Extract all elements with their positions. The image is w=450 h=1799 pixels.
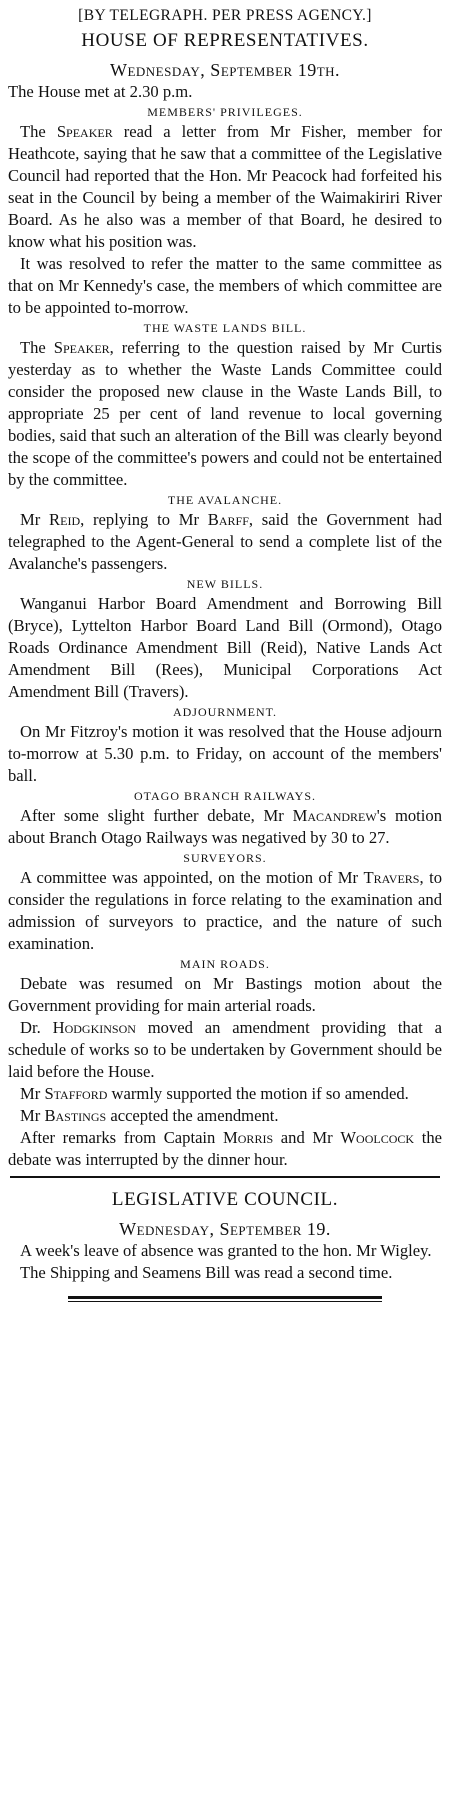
avalanche-paragraph: Mr Reid, replying to Mr Barff, said the Government had telegraphed to the Agent-General to send a complete list of the Avalanche's passengers. — [8, 510, 442, 573]
member-name: Bastings — [44, 1106, 107, 1125]
main-roads-paragraph-5: After remarks from Captain Morris and Mr Woolcock the debate was interrupted by the dinner hour. — [8, 1128, 443, 1169]
council-paragraph-1: A week's leave of absence was granted to the hon. Mr Wigley. — [20, 1241, 432, 1260]
new-bills-paragraph: Wanganui Harbor Board Amendment and Borrowing Bill (Bryce), Lyttelton Harbor Board Land Bill (Ormond), Otago Roads Ordinance Amendment Bill (Reid), Native Lands Act Amendment Bill (Rees), Municipal Corporations Act Amendment Bill (Travers). — [8, 594, 442, 701]
otago-railways-paragraph: After some slight further debate, Mr Macandrew's motion about Branch Otago Railways was negatived by 30 to 27. — [8, 806, 442, 847]
adjournment-heading: ADJOURNMENT. — [172, 705, 278, 719]
member-name: Morris — [223, 1128, 274, 1147]
member-name: Hodgkinson — [52, 1018, 136, 1037]
section-divider — [10, 1176, 440, 1178]
member-name: Reid — [49, 510, 81, 529]
main-roads-paragraph-3: Mr Stafford warmly supported the motion if so amended. — [20, 1084, 409, 1103]
speaker-name: Speaker — [56, 122, 113, 141]
main-roads-paragraph-2: Dr. Hodgkinson moved an amendment providing that a schedule of works so to be undertaken by Government should be laid before the House. — [8, 1018, 443, 1081]
end-rule — [68, 1296, 382, 1299]
new-bills-heading: NEW BILLS. — [186, 577, 264, 591]
waste-lands-heading: THE WASTE LANDS BILL. — [143, 321, 307, 335]
privileges-paragraph-2: It was resolved to refer the matter to the same committee as that on Mr Kennedy's case, the members of which committee are to be appointed to-morrow. — [8, 254, 442, 317]
session-date: Wednesday, September 19th. — [109, 60, 341, 80]
main-roads-paragraph-1: Debate was resumed on Mr Bastings motion about the Government providing for main arterial roads. — [8, 974, 442, 1015]
main-roads-paragraph-4: Mr Bastings accepted the amendment. — [20, 1106, 279, 1125]
privileges-paragraph-1: The Speaker read a letter from Mr Fisher, member for Heathcote, saying that he saw that a committee of the Legislative Council had reported that the Hon. Mr Peacock had forfeited his seat in the Council by being a member of the Waimakiriri River Board. As he also was a member of that Board, he desired to know what his position was. — [8, 122, 442, 251]
council-date: Wednesday, September 19. — [119, 1219, 331, 1239]
council-paragraph-2: The Shipping and Seamens Bill was read a second time. — [20, 1263, 393, 1282]
member-name: Barff — [207, 510, 249, 529]
privileges-heading: MEMBERS' PRIVILEGES. — [147, 105, 303, 119]
member-name: Stafford — [44, 1084, 108, 1103]
surveyors-heading: SURVEYORS. — [183, 851, 267, 865]
member-name: Travers — [363, 868, 420, 887]
otago-railways-heading: OTAGO BRANCH RAILWAYS. — [133, 789, 317, 803]
speaker-name: Speaker — [53, 338, 110, 357]
avalanche-heading: THE AVALANCHE. — [167, 493, 283, 507]
opening-line: The House met at 2.30 p.m. — [8, 82, 193, 101]
member-name: Macandrew — [292, 806, 377, 825]
council-title: LEGISLATIVE COUNCIL. — [111, 1189, 339, 1210]
end-rule-thin — [68, 1301, 382, 1302]
main-roads-heading: MAIN ROADS. — [180, 957, 270, 971]
dateline: [BY TELEGRAPH. PER PRESS AGENCY.] — [78, 7, 372, 24]
waste-lands-paragraph: The Speaker, referring to the question raised by Mr Curtis yesterday as to whether the Waste Lands Committee could consider the proposed new clause in the Waste Lands Bill, to appropriate 25 per cent of land revenue to local governing bodies, said that such an alteration of the Bill was clearly beyond the scope of the committee's powers and could not be entertained by the committee. — [8, 338, 442, 489]
member-name: Woolcock — [340, 1128, 415, 1147]
adjournment-paragraph: On Mr Fitzroy's motion it was resolved that the House adjourn to-morrow at 5.30 p.m. to Friday, on account of the members' ball. — [8, 722, 442, 785]
house-title: HOUSE OF REPRESENTATIVES. — [81, 30, 369, 51]
surveyors-paragraph: A committee was appointed, on the motion of Mr Travers, to consider the regulations in force relating to the examination and admission of surveyors to practice, and the nature of such examination. — [8, 868, 442, 953]
